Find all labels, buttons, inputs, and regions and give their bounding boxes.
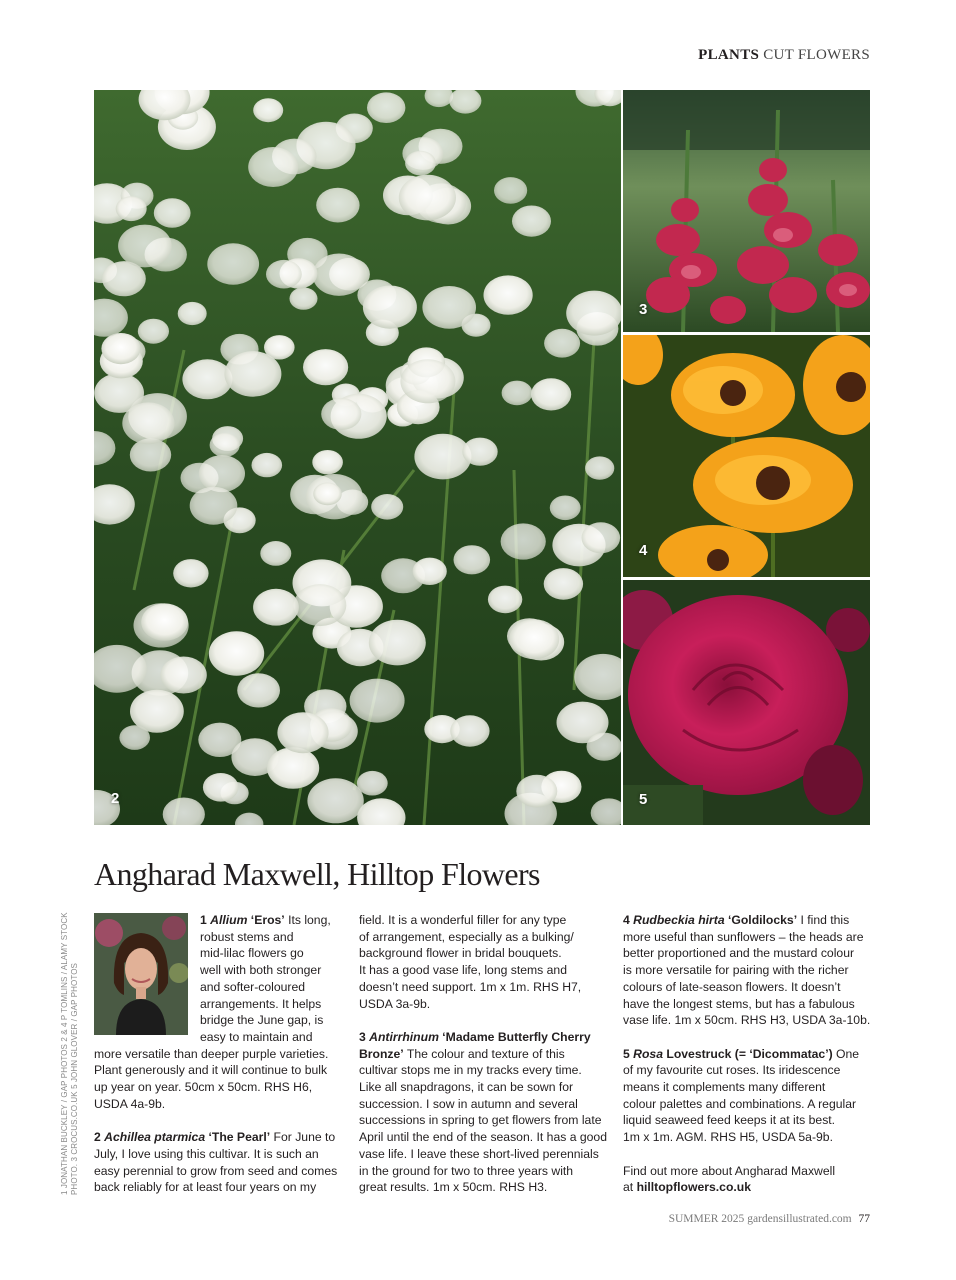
white-bloom xyxy=(160,657,206,694)
white-bloom xyxy=(494,177,527,204)
white-bloom xyxy=(210,433,240,457)
website-line: at hilltopflowers.co.uk xyxy=(623,1180,751,1195)
white-bloom xyxy=(422,286,476,329)
white-bloom xyxy=(141,603,188,640)
white-bloom xyxy=(371,494,403,520)
white-bloom xyxy=(566,291,621,336)
text-column-2 xyxy=(359,912,609,1196)
text-line: doesn’t need support. 1m x 1m. RHS H7, xyxy=(359,979,582,994)
white-bloom xyxy=(450,715,489,746)
page-number: 77 xyxy=(858,1213,870,1225)
white-bloom xyxy=(501,523,546,559)
issue-label: SUMMER 2025 xyxy=(668,1213,745,1225)
white-bloom xyxy=(182,359,232,399)
text-line: colour palettes and combinations. A regular xyxy=(623,1096,857,1111)
white-bloom xyxy=(101,333,140,364)
white-bloom xyxy=(224,351,281,397)
item3-heading: 3 Antirrhinum ‘Madame Butterfly Cherry xyxy=(359,1029,591,1044)
white-bloom xyxy=(488,586,522,614)
white-bloom xyxy=(173,559,208,587)
white-bloom xyxy=(178,302,207,325)
page-footer xyxy=(669,1213,870,1225)
text-line: arrangements. It helps xyxy=(200,996,322,1011)
white-bloom xyxy=(544,329,580,358)
white-bloom xyxy=(267,747,319,789)
white-bloom xyxy=(118,225,172,268)
white-bloom xyxy=(313,483,342,506)
white-bloom xyxy=(516,775,557,808)
text-line: liquid seaweed feed keeps it at its best. xyxy=(623,1113,836,1128)
white-bloom xyxy=(400,359,455,403)
text-line: means it complements many different xyxy=(623,1080,826,1095)
white-bloom xyxy=(203,773,239,802)
white-bloom xyxy=(550,496,581,521)
text-line: in the ground for two to three years with xyxy=(359,1163,574,1178)
white-bloom xyxy=(130,690,184,733)
photo-antirrhinum xyxy=(623,90,870,332)
rose-illustration xyxy=(623,580,870,825)
section-label: PLANTS xyxy=(698,47,760,63)
white-bloom xyxy=(207,243,259,284)
text-line: easy to maintain and xyxy=(200,1029,313,1044)
white-bloom xyxy=(357,771,388,796)
text-line: USDA 4a-9b. xyxy=(94,1096,166,1111)
white-bloom xyxy=(413,558,447,585)
white-bloom xyxy=(253,589,299,626)
white-bloom xyxy=(260,541,291,566)
white-bloom xyxy=(367,92,405,123)
white-bloom xyxy=(405,151,436,176)
text-line: is more versatile for pairing with the richer xyxy=(623,963,849,978)
text-line: Like all snapdragons, it can be sown for xyxy=(359,1080,574,1095)
text-line: colours of late-season flowers. It doesn’t xyxy=(623,979,841,994)
section-header xyxy=(698,47,870,64)
white-bloom xyxy=(414,434,471,480)
white-bloom xyxy=(154,198,191,227)
photo-rose xyxy=(623,580,870,825)
white-bloom xyxy=(454,545,491,574)
text-line: great results. 1m x 50cm. RHS H3. xyxy=(359,1180,548,1195)
white-bloom xyxy=(512,206,551,237)
text-line: and softer-coloured xyxy=(200,979,306,994)
item1-heading: 1 Allium ‘Eros’ Its long, xyxy=(200,913,331,927)
text-line: have the longest stems, but has a fabulous xyxy=(623,996,855,1011)
text-line: successions in spring to get flowers from late xyxy=(359,1113,602,1128)
white-bloom xyxy=(531,378,571,410)
item4-heading: 4 Rudbeckia hirta ‘Goldilocks’ I find this xyxy=(623,913,850,927)
text-line: vase life. I leave these short-lived perennials xyxy=(359,1146,599,1161)
text-line: succession. I sow in autumn and several xyxy=(359,1096,578,1111)
text-line: mid-lilac flowers go xyxy=(200,946,304,961)
white-bloom xyxy=(307,778,363,823)
white-bloom xyxy=(116,196,147,221)
photo-achillea xyxy=(94,90,621,825)
white-bloom xyxy=(582,522,621,553)
white-bloom xyxy=(369,620,426,666)
white-bloom xyxy=(122,402,174,444)
text-line: 1m x 1m. AGM. RHS H5, USDA 5a-9b. xyxy=(623,1130,833,1145)
text-line: field. It is a wonderful filler for any type xyxy=(359,913,567,927)
photo-number: 3 xyxy=(639,301,648,318)
photo-number: 4 xyxy=(639,542,648,559)
rudbeckia-illustration xyxy=(623,335,870,577)
find-out-more: Find out more about Angharad Maxwell xyxy=(623,1163,836,1178)
item5-heading: 5 Rosa Lovestruck (= ‘Dicommatac’) One xyxy=(623,1046,860,1061)
white-bloom xyxy=(248,147,298,187)
text-line: more versatile than deeper purple varieties. xyxy=(94,1046,329,1061)
white-bloom xyxy=(190,487,238,525)
white-bloom xyxy=(321,398,361,430)
white-bloom xyxy=(544,568,583,600)
white-bloom xyxy=(277,712,328,753)
text-line: Plant generously and it will continue to bulk xyxy=(94,1063,328,1078)
text-line: of arrangement, especially as a bulking/ xyxy=(359,929,574,944)
text-line: bridge the June gap, is xyxy=(200,1013,324,1028)
white-bloom xyxy=(316,188,359,223)
text-line: USDA 3a-9b. xyxy=(359,996,431,1011)
achillea-illustration xyxy=(94,90,621,825)
text-line: more useful than sunflowers – the heads are xyxy=(623,929,864,944)
subsection-label: CUT FLOWERS xyxy=(763,47,870,63)
text-line: It has a good vase life, long stems and xyxy=(359,963,567,978)
item3-heading-cont: Bronze’ The colour and texture of this xyxy=(359,1046,565,1061)
text-line: back reliably for at least four years on my xyxy=(94,1180,317,1195)
text-line: easy perennial to grow from seed and comes xyxy=(94,1163,338,1178)
website-link[interactable]: hilltopflowers.co.uk xyxy=(636,1180,751,1195)
white-bloom xyxy=(587,733,622,761)
white-bloom xyxy=(502,381,533,406)
white-bloom xyxy=(253,98,283,122)
white-bloom xyxy=(252,453,283,477)
photo-rudbeckia xyxy=(623,335,870,577)
site-label: gardensillustrated.com xyxy=(747,1213,852,1225)
white-bloom xyxy=(350,679,405,723)
text-line: of my favourite cut roses. Its iridescence xyxy=(623,1063,841,1078)
intro-beside-portrait xyxy=(94,912,344,1046)
white-bloom xyxy=(313,254,366,296)
white-bloom xyxy=(585,456,614,479)
white-bloom xyxy=(399,175,456,221)
white-bloom xyxy=(290,287,318,309)
white-bloom xyxy=(266,260,302,289)
white-bloom xyxy=(199,455,245,492)
text-line: well with both stronger xyxy=(200,963,322,978)
white-bloom xyxy=(363,286,417,329)
text-line: April until the end of the season. It has a good xyxy=(359,1130,607,1145)
text-line: better proportioned and the mustard colour xyxy=(623,946,855,961)
text-line: robust stems and xyxy=(200,929,294,944)
text-line: cultivar stops me in my tracks every time. xyxy=(359,1063,582,1078)
white-bloom xyxy=(209,631,264,675)
white-bloom xyxy=(237,673,280,707)
white-bloom xyxy=(138,319,169,344)
white-bloom xyxy=(509,619,559,659)
white-bloom xyxy=(303,349,348,385)
photo-number: 5 xyxy=(639,791,648,808)
text-line: up year on year. 50cm x 50cm. RHS H6, xyxy=(94,1080,313,1095)
text-line: July, I love using this cultivar. It is such an xyxy=(94,1146,319,1161)
photo-number: 2 xyxy=(111,790,120,807)
article-title: Angharad Maxwell, Hilltop Flowers xyxy=(94,856,540,892)
white-bloom xyxy=(484,275,533,314)
item2-heading: 2 Achillea ptarmica ‘The Pearl’ For June to xyxy=(94,1130,336,1145)
text-column-3 xyxy=(623,912,873,1196)
antirrhinum-illustration xyxy=(623,90,870,332)
white-bloom xyxy=(312,450,343,474)
text-column-1 xyxy=(94,912,344,1196)
white-bloom xyxy=(294,584,347,626)
text-line: background flower in bridal bouquets. xyxy=(359,946,562,961)
white-bloom xyxy=(462,438,497,466)
text-line: vase life. 1m x 50cm. RHS H3, USDA 3a-10b. xyxy=(623,1013,871,1028)
photo-credit: 1 JONATHAN BUCKLEY / GAP PHOTOS 2 & 4 P TOMLINS / ALAMY STOCK PHOTO. 3 CROCUS.CO.UK 5 JOHN GLOVER / GAP PHOTOS xyxy=(60,912,79,1195)
